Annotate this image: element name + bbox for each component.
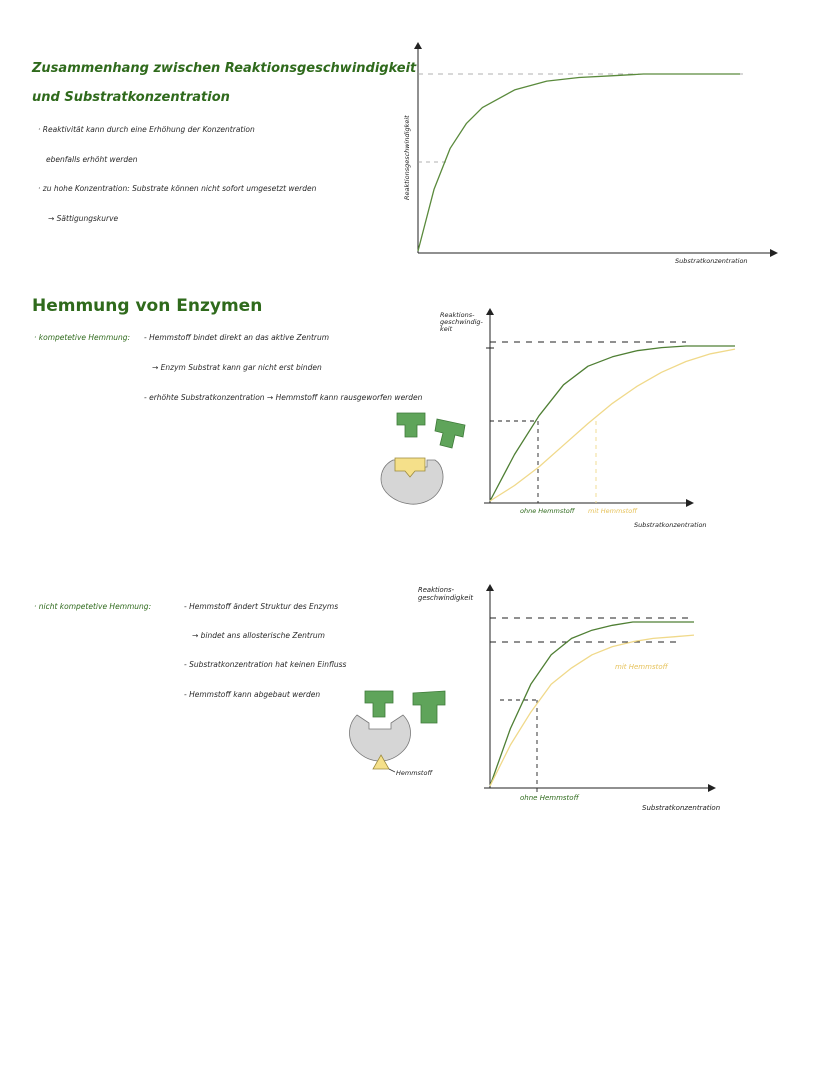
curve-group	[490, 622, 694, 786]
series-line-0	[490, 622, 694, 786]
section2-title: Hemmung von Enzymen	[32, 296, 263, 316]
section1-title-line2: und Substratkonzentration	[32, 90, 230, 105]
section3-bullet-4: - Hemmstoff kann abgebaut werden	[184, 690, 321, 699]
legend-with-inhibitor: mit Hemmstoff	[588, 507, 637, 515]
x-axis-label: Substratkonzentration	[634, 521, 707, 529]
inhibitor-pointer	[389, 769, 395, 772]
section2-bullet-3: - erhöhte Substratkonzentration → Hemmstoff kann rausgeworfen werden	[144, 393, 423, 402]
series-line-1	[490, 635, 694, 786]
section2-label: · kompetetive Hemmung:	[34, 333, 131, 342]
y-axis-arrow	[486, 308, 494, 315]
x-axis-arrow	[770, 249, 778, 257]
substrate-block-1	[365, 691, 393, 717]
x-axis-label: Substratkonzentration	[675, 257, 748, 265]
curve-group	[490, 346, 735, 501]
substrate-block-1	[397, 413, 425, 437]
series-line-0	[418, 74, 740, 251]
y-label-line-1: Reaktions-	[440, 311, 475, 319]
legend-without-inhibitor: ohne Hemmstoff	[520, 507, 575, 515]
y-axis-arrow	[486, 584, 494, 591]
section1-title-line1: Zusammenhang zwischen Reaktionsgeschwindigkeit	[32, 61, 417, 76]
section1-bullet-3: · zu hohe Konzentration: Substrate können nicht sofort umgesetzt werden	[38, 184, 317, 193]
x-axis-arrow	[708, 784, 716, 792]
x-axis-label: Substratkonzentration	[642, 804, 721, 812]
y-axis-label: Reaktionsgeschwindigkeit	[403, 115, 411, 200]
x-axis-arrow	[686, 499, 694, 507]
y-label-line-2: geschwindig-	[440, 318, 483, 326]
inhibitor-label: Hemmstoff	[396, 769, 433, 777]
y-label-line-1: Reaktions-	[418, 586, 455, 594]
curve-group	[418, 74, 740, 251]
section2-bullet-2: → Enzym Substrat kann gar nicht erst binden	[152, 363, 322, 372]
allosteric-chart	[410, 580, 760, 820]
series-line-1	[490, 349, 735, 501]
saturation-chart	[400, 40, 800, 270]
section1-bullet-2: ebenfalls erhöht werden	[46, 155, 138, 164]
enzyme-body	[350, 715, 411, 761]
section1-bullet-1: · Reaktivität kann durch eine Erhöhung der Konzentration	[38, 125, 255, 134]
section3-bullet-2: → bindet ans allosterische Zentrum	[192, 631, 325, 640]
section2-bullet-1: - Hemmstoff bindet direkt an das aktive Zentrum	[144, 333, 330, 342]
y-label-line-2: geschwindigkeit	[418, 594, 474, 602]
section1-bullet-4: → Sättigungskurve	[48, 214, 119, 223]
legend-with-inhibitor: mit Hemmstoff	[615, 663, 668, 671]
competitive-chart	[430, 300, 750, 540]
legend-without-inhibitor: ohne Hemmstoff	[520, 794, 579, 802]
y-label-line-3: keit	[440, 325, 453, 333]
y-axis-arrow	[414, 42, 422, 49]
series-line-0	[490, 346, 735, 501]
section3-bullet-1: - Hemmstoff ändert Struktur des Enzyms	[184, 602, 339, 611]
section3-label: · nicht kompetetive Hemmung:	[34, 602, 152, 611]
section3-bullet-3: - Substratkonzentration hat keinen Einfluss	[184, 660, 347, 669]
